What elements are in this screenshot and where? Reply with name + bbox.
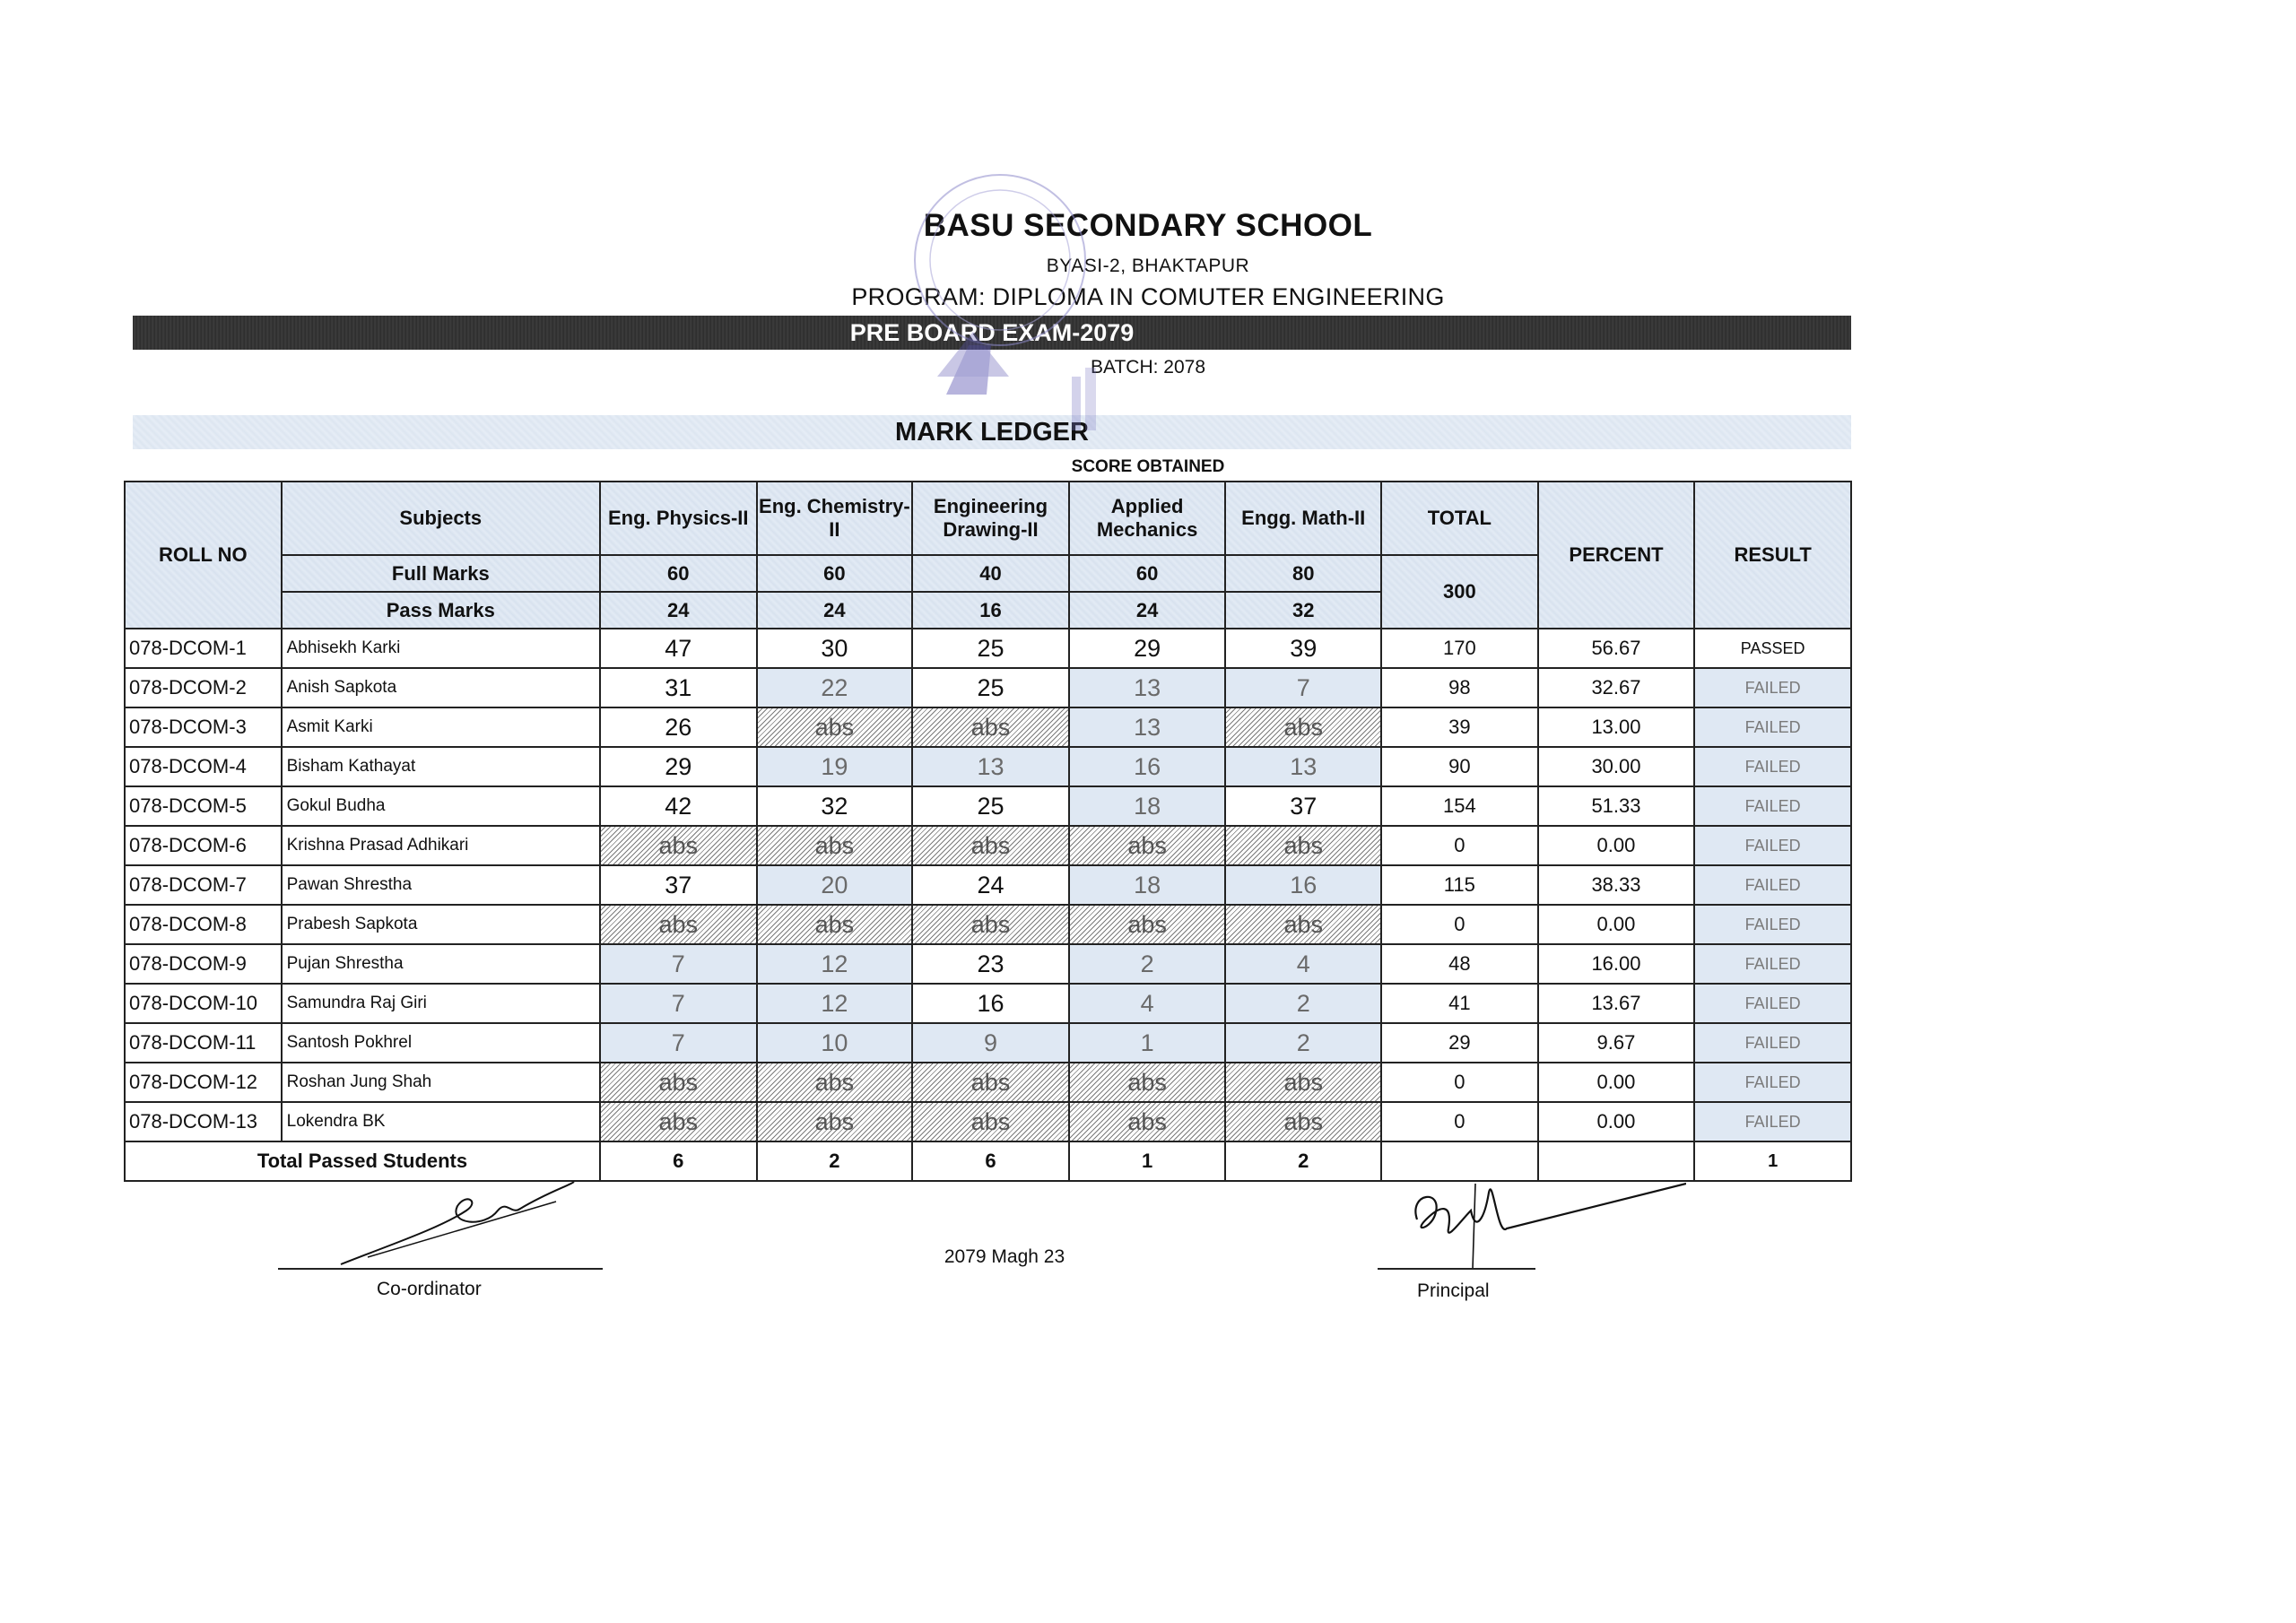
score-obtained-label: SCORE OBTAINED: [1071, 457, 1225, 476]
total-cell: 41: [1381, 984, 1538, 1023]
mark-cell: 19: [757, 747, 913, 786]
total-cell: 115: [1381, 865, 1538, 905]
mark-cell: abs: [1069, 826, 1226, 865]
total-header: TOTAL: [1381, 482, 1538, 555]
full-marks-value: 60: [600, 555, 757, 592]
percent-cell: 38.33: [1538, 865, 1695, 905]
mark-cell: 13: [1069, 668, 1226, 707]
mark-cell: 2: [1225, 984, 1381, 1023]
roll-no-cell: 078-DCOM-9: [125, 944, 282, 984]
mark-cell: abs: [1225, 707, 1381, 747]
table-row: [125, 826, 1851, 865]
mark-cell: 16: [912, 984, 1069, 1023]
total-cell: 90: [1381, 747, 1538, 786]
roll-no-cell: 078-DCOM-5: [125, 786, 282, 826]
student-rows: [125, 629, 1851, 1141]
roll-no-cell: 078-DCOM-2: [125, 668, 282, 707]
total-cell: 0: [1381, 1102, 1538, 1141]
total-cell: 0: [1381, 905, 1538, 944]
mark-cell: 4: [1225, 944, 1381, 984]
exam-title-bar: PRE BOARD EXAM-2079: [133, 316, 1851, 350]
table-row: [125, 629, 1851, 668]
student-name-cell: Prabesh Sapkota: [282, 905, 600, 944]
mark-cell: 39: [1225, 629, 1381, 668]
percent-cell: 0.00: [1538, 1063, 1695, 1102]
mark-cell: 7: [600, 944, 757, 984]
mark-cell: abs: [600, 1063, 757, 1102]
pass-marks-value: 16: [912, 592, 1069, 629]
coordinator-signature-line: [278, 1268, 603, 1270]
student-name-cell: Pujan Shrestha: [282, 944, 600, 984]
pass-marks-label: Pass Marks: [282, 592, 600, 629]
percent-cell: 13.00: [1538, 707, 1695, 747]
table-row: [125, 786, 1851, 826]
percent-cell: 0.00: [1538, 826, 1695, 865]
mark-cell: abs: [912, 707, 1069, 747]
mark-cell: abs: [1225, 1063, 1381, 1102]
roll-no-header: ROLL NO: [125, 482, 282, 629]
mark-cell: 37: [600, 865, 757, 905]
roll-no-cell: 078-DCOM-6: [125, 826, 282, 865]
mark-cell: abs: [1225, 905, 1381, 944]
mark-cell: 1: [1069, 1023, 1226, 1063]
roll-no-cell: 078-DCOM-4: [125, 747, 282, 786]
mark-cell: abs: [757, 707, 913, 747]
percent-cell: 0.00: [1538, 1102, 1695, 1141]
passed-count: 2: [1225, 1141, 1381, 1181]
mark-cell: 25: [912, 629, 1069, 668]
passed-count: 2: [757, 1141, 913, 1181]
subject-header: Engg. Math-II: [1225, 482, 1381, 555]
result-cell: FAILED: [1694, 984, 1851, 1023]
percent-cell: 9.67: [1538, 1023, 1695, 1063]
passed-count: 1: [1069, 1141, 1226, 1181]
pass-marks-value: 24: [1069, 592, 1226, 629]
total-cell: 98: [1381, 668, 1538, 707]
percent-cell: 16.00: [1538, 944, 1695, 984]
table-row: [125, 668, 1851, 707]
mark-cell: 18: [1069, 865, 1226, 905]
mark-cell: 7: [600, 1023, 757, 1063]
table-row: [125, 707, 1851, 747]
result-cell: FAILED: [1694, 668, 1851, 707]
mark-ledger-table: [124, 481, 1852, 1182]
pass-marks-value: 32: [1225, 592, 1381, 629]
mark-cell: abs: [1225, 826, 1381, 865]
student-name-cell: Samundra Raj Giri: [282, 984, 600, 1023]
mark-cell: 22: [757, 668, 913, 707]
subject-header: Applied Mechanics: [1069, 482, 1226, 555]
student-name-cell: Abhisekh Karki: [282, 629, 600, 668]
mark-cell: abs: [912, 1063, 1069, 1102]
mark-cell: 25: [912, 786, 1069, 826]
mark-cell: 47: [600, 629, 757, 668]
principal-signature-icon: [1399, 1166, 1686, 1273]
total-cell: 0: [1381, 1063, 1538, 1102]
percent-cell: 51.33: [1538, 786, 1695, 826]
mark-cell: abs: [757, 905, 913, 944]
mark-cell: abs: [912, 905, 1069, 944]
result-cell: PASSED: [1694, 629, 1851, 668]
mark-cell: 24: [912, 865, 1069, 905]
total-cell: 170: [1381, 629, 1538, 668]
mark-cell: abs: [757, 826, 913, 865]
student-name-cell: Santosh Pokhrel: [282, 1023, 600, 1063]
roll-no-cell: 078-DCOM-1: [125, 629, 282, 668]
result-cell: FAILED: [1694, 905, 1851, 944]
student-name-cell: Asmit Karki: [282, 707, 600, 747]
mark-cell: 29: [600, 747, 757, 786]
roll-no-cell: 078-DCOM-11: [125, 1023, 282, 1063]
mark-cell: 42: [600, 786, 757, 826]
mark-cell: abs: [600, 1102, 757, 1141]
principal-signature-line: [1378, 1268, 1535, 1270]
result-cell: FAILED: [1694, 826, 1851, 865]
mark-cell: 31: [600, 668, 757, 707]
percent-cell: 56.67: [1538, 629, 1695, 668]
batch-label: BATCH: 2078: [1091, 357, 1205, 378]
total-cell: 48: [1381, 944, 1538, 984]
pass-marks-value: 24: [600, 592, 757, 629]
result-cell: FAILED: [1694, 747, 1851, 786]
pass-marks-value: 24: [757, 592, 913, 629]
mark-cell: 16: [1225, 865, 1381, 905]
percent-cell: 0.00: [1538, 905, 1695, 944]
student-name-cell: Lokendra BK: [282, 1102, 600, 1141]
mark-cell: abs: [757, 1102, 913, 1141]
school-stamp-icon: [883, 152, 1117, 448]
school-address: BYASI-2, BHAKTAPUR: [1046, 256, 1250, 276]
mark-cell: abs: [600, 905, 757, 944]
total-cell: 39: [1381, 707, 1538, 747]
percent-header: PERCENT: [1538, 482, 1695, 629]
mark-cell: 9: [912, 1023, 1069, 1063]
result-passed-count: 1: [1694, 1141, 1851, 1181]
program-title: PROGRAM: DIPLOMA IN COMUTER ENGINEERING: [851, 283, 1445, 310]
table-row: [125, 1023, 1851, 1063]
roll-no-cell: 078-DCOM-10: [125, 984, 282, 1023]
coordinator-signature-icon: [332, 1175, 583, 1273]
mark-cell: abs: [1069, 905, 1226, 944]
subject-header: Engineering Drawing-II: [912, 482, 1069, 555]
full-marks-value: 60: [1069, 555, 1226, 592]
mark-cell: 13: [912, 747, 1069, 786]
mark-cell: 7: [600, 984, 757, 1023]
student-name-cell: Pawan Shrestha: [282, 865, 600, 905]
table-row: [125, 1063, 1851, 1102]
mark-cell: 16: [1069, 747, 1226, 786]
result-cell: FAILED: [1694, 865, 1851, 905]
mark-cell: 2: [1225, 1023, 1381, 1063]
school-name: BASU SECONDARY SCHOOL: [923, 208, 1373, 243]
mark-cell: abs: [912, 826, 1069, 865]
result-cell: FAILED: [1694, 1063, 1851, 1102]
mark-cell: 29: [1069, 629, 1226, 668]
mark-cell: abs: [1069, 1063, 1226, 1102]
mark-cell: 37: [1225, 786, 1381, 826]
result-cell: FAILED: [1694, 1102, 1851, 1141]
mark-cell: 20: [757, 865, 913, 905]
percent-cell: 32.67: [1538, 668, 1695, 707]
principal-label: Principal: [1417, 1280, 1490, 1301]
full-marks-value: 40: [912, 555, 1069, 592]
roll-no-cell: 078-DCOM-7: [125, 865, 282, 905]
mark-cell: 12: [757, 984, 913, 1023]
mark-cell: abs: [1225, 1102, 1381, 1141]
mark-cell: 2: [1069, 944, 1226, 984]
mark-cell: 30: [757, 629, 913, 668]
student-name-cell: Gokul Budha: [282, 786, 600, 826]
mark-cell: abs: [600, 826, 757, 865]
full-marks-value: 60: [757, 555, 913, 592]
mark-cell: 13: [1069, 707, 1226, 747]
mark-cell: 26: [600, 707, 757, 747]
mark-cell: 4: [1069, 984, 1226, 1023]
result-cell: FAILED: [1694, 1023, 1851, 1063]
student-name-cell: Bisham Kathayat: [282, 747, 600, 786]
roll-no-cell: 078-DCOM-13: [125, 1102, 282, 1141]
passed-count: 6: [912, 1141, 1069, 1181]
roll-no-cell: 078-DCOM-3: [125, 707, 282, 747]
roll-no-cell: 078-DCOM-8: [125, 905, 282, 944]
ledger-title-bar: MARK LEDGER: [133, 415, 1851, 449]
table-row: [125, 747, 1851, 786]
total-passed-label: Total Passed Students: [125, 1141, 600, 1181]
mark-cell: 12: [757, 944, 913, 984]
result-cell: FAILED: [1694, 707, 1851, 747]
mark-cell: abs: [912, 1102, 1069, 1141]
table-row: [125, 905, 1851, 944]
passed-count: 6: [600, 1141, 757, 1181]
mark-cell: 32: [757, 786, 913, 826]
mark-cell: 23: [912, 944, 1069, 984]
full-marks-value: 80: [1225, 555, 1381, 592]
total-cell: 0: [1381, 826, 1538, 865]
mark-cell: 13: [1225, 747, 1381, 786]
total-cell: 154: [1381, 786, 1538, 826]
subjects-header: Subjects: [282, 482, 600, 555]
mark-cell: 7: [1225, 668, 1381, 707]
mark-cell: 25: [912, 668, 1069, 707]
mark-cell: abs: [1069, 1102, 1226, 1141]
mark-cell: 18: [1069, 786, 1226, 826]
table-row: [125, 865, 1851, 905]
table-row: [125, 984, 1851, 1023]
student-name-cell: Anish Sapkota: [282, 668, 600, 707]
coordinator-label: Co-ordinator: [377, 1279, 482, 1299]
student-name-cell: Krishna Prasad Adhikari: [282, 826, 600, 865]
subject-header: Eng. Physics-II: [600, 482, 757, 555]
full-marks-label: Full Marks: [282, 555, 600, 592]
subject-header: Eng. Chemistry-II: [757, 482, 913, 555]
result-header: RESULT: [1694, 482, 1851, 629]
mark-cell: 10: [757, 1023, 913, 1063]
total-cell: 29: [1381, 1023, 1538, 1063]
total-full-marks: 300: [1381, 555, 1538, 629]
result-cell: FAILED: [1694, 944, 1851, 984]
roll-no-cell: 078-DCOM-12: [125, 1063, 282, 1102]
table-row: [125, 1102, 1851, 1141]
student-name-cell: Roshan Jung Shah: [282, 1063, 600, 1102]
table-row: [125, 944, 1851, 984]
ledger-date: 2079 Magh 23: [944, 1246, 1065, 1267]
mark-cell: abs: [757, 1063, 913, 1102]
percent-cell: 30.00: [1538, 747, 1695, 786]
percent-cell: 13.67: [1538, 984, 1695, 1023]
result-cell: FAILED: [1694, 786, 1851, 826]
